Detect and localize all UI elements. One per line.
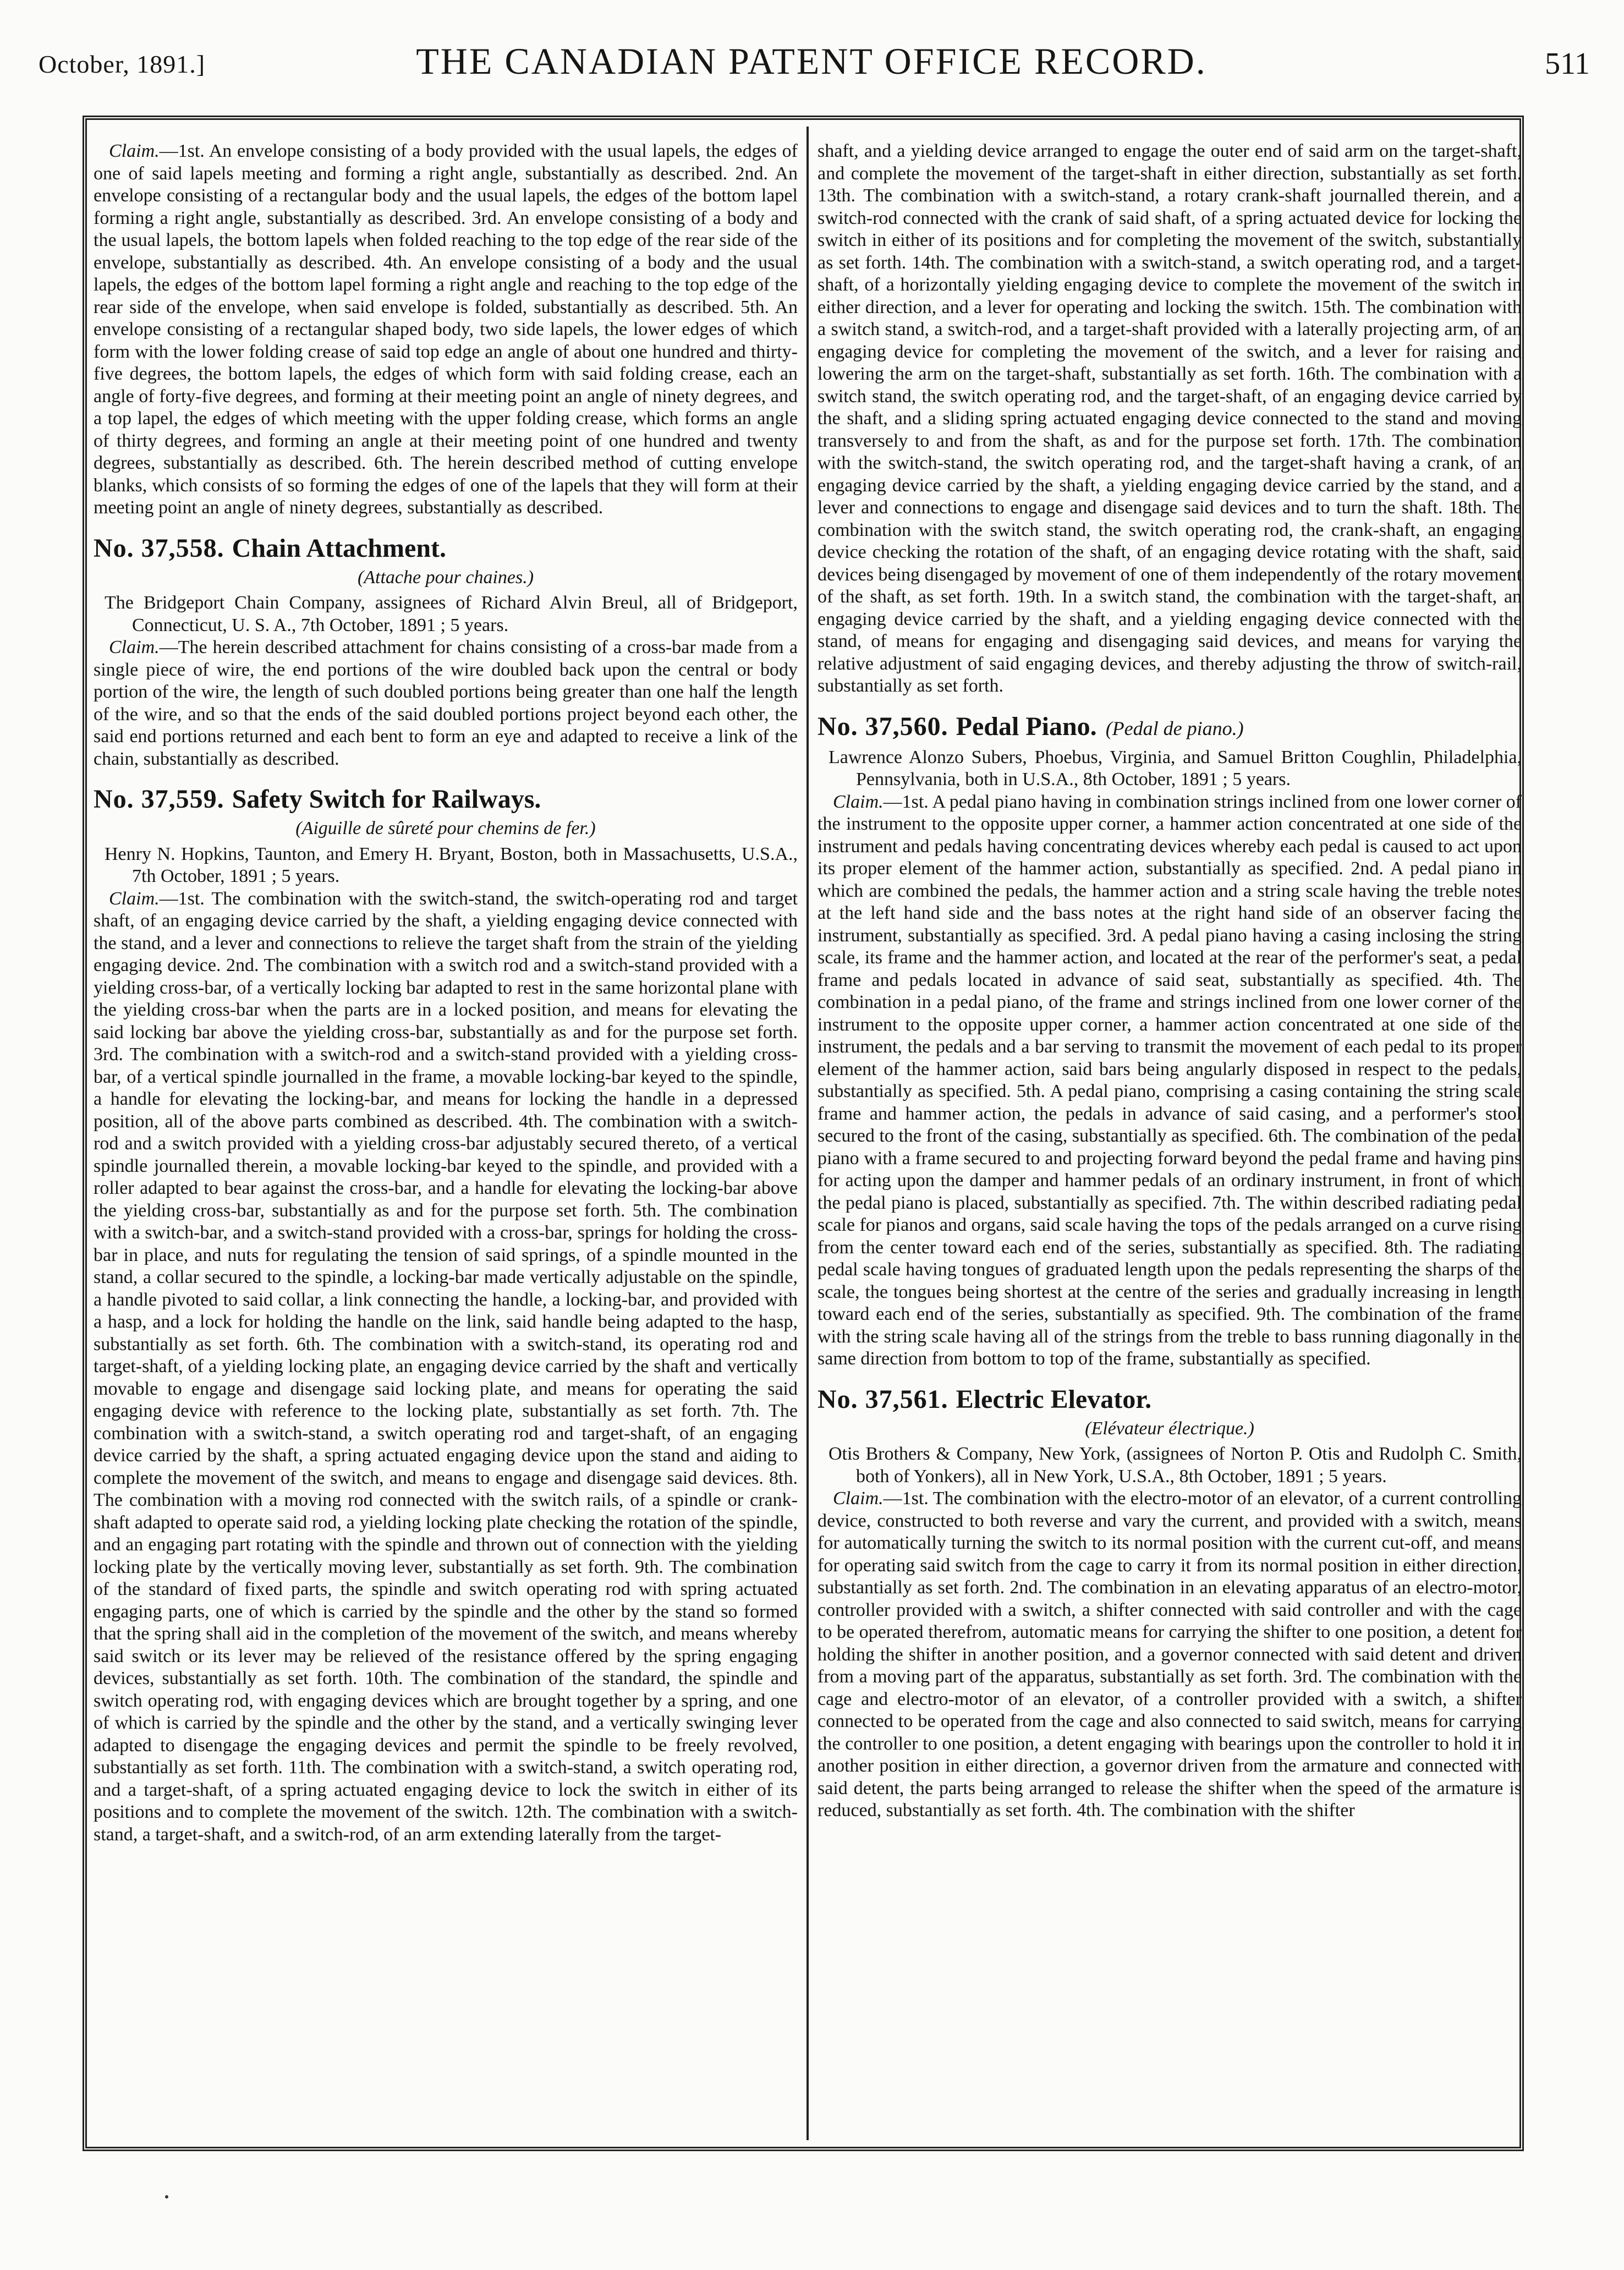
claim-text: —1st. A pedal piano having in combination strings inclined from one lower corner of the instrument to the opposite upper corner, a hammer action concentrated at one side of the instrument and pedals having concentrating devices whereby each pedal is caused to act upon its proper element of the hammer action, substantially as specified. 2nd. A pedal piano in which are combined the pedals, the hammer action and a string scale having the treble notes at the left hand side and the bass notes at the right hand side of an observer facing the instrument, substantially as specified. 3rd. A pedal piano having a casing inclosing the string scale, its frame and the hammer action, and located at the rear of the performer's seat, a pedal frame and pedals located in advance of said seat, substantially as specified. 4th. The combination in a pedal piano, of the frame and strings inclined from one lower corner of the instrument to the opposite upper corner, a hammer action concentrated at one side of the instrument, the pedals and a bar serving to transmit the movement of each pedal to its proper element of the hammer action, said bars being angularly disposed in respect to the pedals, substantially as specified. 5th. A pedal piano, comprising a casing containing the string scale frame and hammer action, the pedals in advance of said casing, and a performer's stool secured to the front of the casing, substantially as specified. 6th. The combination of the pedal piano with a frame secured to and projecting forward beyond the pedal frame and having pins for acting upon the damper and hammer pedals of an ordinary instrument, in front of which the pedal piano is placed, substantially as specified. 7th. The within described radiating pedal scale for pianos and organs, said scale having the tops of the pedals arranged on a curve rising from the center toward each end of the series, substantially as specified. 8th. The radiating pedal scale having tongues of graduated length upon the pedals representing the sharps of the scale, the tongues being shortest at the centre of the series and gradually increasing in length toward each end of the series, substantially as specified. 9th. The combination of the frame with the string scale having all of the strings from the treble to bass running diagonally in the same direction from bottom to top of the frame, substantially as specified. [818,791,1522,1369]
patent-number: No. 37,559. [94,785,224,814]
claim-text: —1st. The combination with the electro-motor of an elevator, of a current controlling device, constructed to both reverse and vary the current, and provided with a switch, means for automatically turning the switch to its normal position with the current cut-off, and means for operating said switch from the cage to carry it from its normal position in either direction, substantially as set forth. 2nd. The combination in an elevating apparatus of an electro-motor, controller provided with a switch, a shifter connected with said controller and with the cage to be operated therefrom, automatic means for carrying the shifter to one position, a detent for holding the shifter in another position, and a governor connected with said detent and driven from a moving part of the apparatus, substantially as set forth. 3rd. The combination with the cage and electro-motor of an elevator, of a controller provided with a switch, a shifter connected to be operated from the cage and also connected to said switch, means for carrying the controller to one position, a detent engaging with bearings upon the controller to hold it in another position in either direction, a governor driven from the armature and connected with said detent, the parts being arranged to release the shifter when the speed of the armature is reduced, substantially as set forth. 4th. The combination with the shifter [818,1488,1522,1821]
claim-paragraph [818,1488,1522,1822]
publication-title: THE CANADIAN PATENT OFFICE RECORD. [416,40,1207,82]
claim-label: Claim. [109,141,160,161]
patent-heading-37559 [94,785,798,814]
claim-text: —1st. An envelope consisting of a body provided with the usual lapels, the edges of one of said lapels meeting and forming a right angle, substantially as described. 2nd. An envelope consisting of a rectangular body and the usual lapels, the edges of the bottom lapel forming a right angle, substantially as described. 3rd. An envelope consisting of a body and the usual lapels, the bottom lapels when folded reaching to the top edge of the rear side of the envelope, substantially as described. 4th. An envelope consisting of a body and the usual lapels, the edges of the bottom lapel forming a right angle and reaching to the top edge of the rear side of the envelope, when said envelope is folded, substantially as described. 5th. An envelope consisting of a rectangular shaped body, two side lapels, the lower edges of which form with the lower folding crease of said top edge an angle of about one hundred and thirty-five degrees, the bottom lapels, the edges of which form with said folding crease, each an angle of forty-five degrees, and forming at their meeting point an angle of ninety degrees, and a top lapel, the edges of which meeting with the upper folding crease, which forms an angle of thirty degrees, and forming an angle at their meeting point of one hundred and twenty degrees, substantially as described. 6th. The herein described method of cutting envelope blanks, which consists of so forming the edges of one of the lapels that they will form at their meeting point an angle of ninety degrees, substantially as described. [94,141,798,518]
patent-title: Electric Elevator. [956,1384,1152,1414]
assignee-line: The Bridgeport Chain Company, assignees of Richard Alvin Breul, all of Bridgeport, Connecticut, U. S. A., 7th October, 1891 ; 5 years. [105,593,798,635]
claim-continued [94,140,798,519]
assignee-line: Otis Brothers & Company, New York, (assignees of Norton P. Otis and Rudolph C. Smith, both of Yonkers), all in New York, U.S.A., 8th October, 1891 ; 5 years. [829,1444,1522,1487]
claim-paragraph [94,888,798,1846]
patent-heading-37558 [94,534,798,563]
issue-date: October, 1891.] [39,50,206,78]
patent-number: No. 37,558. [94,533,224,563]
french-title: (Elévateur électrique.) [1085,1418,1254,1439]
claim-label: Claim. [109,637,160,657]
patent-title: Pedal Piano. [956,711,1097,741]
page-number: 511 [1545,47,1590,81]
french-title: (Attache pour chaines.) [357,567,534,588]
assignee-line: Henry N. Hopkins, Taunton, and Emery H. Bryant, Boston, both in Massachusetts, U.S.A., 7th October, 1891 ; 5 years. [105,843,798,886]
french-title: (Pedal de piano.) [1105,717,1244,739]
page-header [33,34,1590,95]
claim-label: Claim. [833,791,884,812]
right-column [818,140,1522,1822]
print-speck [165,2195,168,2198]
patent-title: Chain Attachment. [232,533,447,563]
column-divider [806,127,809,2140]
patent-number: No. 37,560. [818,711,948,741]
french-title: (Aiguille de sûreté pour chemins de fer.) [295,818,596,838]
patent-number: No. 37,561. [818,1384,948,1414]
assignee-line: Lawrence Alonzo Subers, Phoebus, Virginia, and Samuel Britton Coughlin, Philadelphia, Pennsylvania, both in U.S.A., 8th October, 1891 ; 5 years. [829,747,1522,789]
claim-label: Claim. [833,1488,884,1509]
claim-paragraph [818,791,1522,1370]
claim-text: —The herein described attachment for chains consisting of a cross-bar made from a single piece of wire, the end portions of the wire doubled back upon the central or body portion of the wire, the length of such doubled portions being greater than one half the length of the wire, and so that the ends of the said doubled portions project beyond each other, the said end portions returned and each bent to form an eye and adapted to receive a link of the chain, substantially as described. [94,637,798,769]
patent-heading-37560 [818,712,1522,743]
claim-label: Claim. [109,888,160,909]
claim-text: —1st. The combination with the switch-stand, the switch-operating rod and target shaft, of an engaging device carried by the shaft, a yielding engaging device connected with the stand, and a lever and connections to relieve the target shaft from the strain of the yielding engaging device. 2nd. The combination with a switch rod and a switch-stand provided with a yielding cross-bar, of a vertically locking bar adapted to rest in the same horizontal plane with the yielding cross-bar when the parts are in a locked position, and means for elevating the said locking bar above the yielding cross-bar, substantially as and for the purpose set forth. 3rd. The combination with a switch-rod and a switch-stand provided with a yielding cross-bar, of a vertical spindle journalled in the frame, a movable locking-bar keyed to the spindle, a handle for elevating the locking-bar, and means for locking the handle in a depressed position, all of the above parts combined as described. 4th. The combination with a switch-rod and a switch provided with a yielding cross-bar adjustably secured thereto, of a vertical spindle journalled therein, a movable locking-bar keyed to the spindle, and provided with a roller adapted to bear against the cross-bar, and a handle for elevating the locking-bar above the yielding cross-bar, substantially as and for the purpose set forth. 5th. The combination with a switch-bar, and a switch-stand provided with a cross-bar, springs for holding the cross-bar in place, and nuts for regulating the tension of said springs, of a spindle mounted in the stand, a collar secured to the spindle, a locking-bar made vertically adjustable on the spindle, a handle pivoted to said collar, a link connecting the handle, a locking-bar, and provided with a hasp, and a lock for holding the handle on the link, said handle being adapted to the hasp, substantially as set forth. 6th. The combination with a switch-stand, its operating rod and target-shaft, of a yielding locking plate, an engaging device carried by the shaft and vertically movable to engage and disengage said locking plate, and means for operating the said engaging device with reference to the locking plate, substantially as set forth. 7th. The combination with a switch-stand, a switch operating rod and target-shaft, of an engaging device carried by the shaft, a spring actuated engaging device upon the stand and aiding to complete the movement of the switch, and means to engage and disengage said devices. 8th. The combination with a moving rod connected with the switch rails, of a spindle or crank-shaft adapted to operate said rod, a yielding locking plate checking the rotation of the spindle, and an engaging part rotating with the spindle and thrown out of connection with the yielding locking plate by the vertically moving lever, substantially as set forth. 9th. The combination of the standard of fixed parts, the spindle and switch operating rod with spring actuated engaging parts, one of which is carried by the spindle and the other by the stand so formed that the spring shall aid in the completion of the movement of the switch, and means whereby said switch or its lever may be relieved of the resistance offered by the spring engaging devices, substantially as set forth. 10th. The combination of the standard, the spindle and switch operating rod, with engaging devices which are brought together by a spring, and one of which is carried by the spindle and the other by the stand, and a vertically swinging lever adapted to disengage the engaging devices and permit the spindle to be freely revolved, substantially as set forth. 11th. The combination with a switch-stand, a switch operating rod, and a target-shaft, of a spring actuated engaging device to lock the switch in either of its positions and to complete the movement of the switch. 12th. The combination with a switch-stand, a target-shaft, and a switch-rod, of an arm extending laterally from the target- [94,888,798,1845]
claim-paragraph [94,637,798,770]
claim-continuation: shaft, and a yielding device arranged to engage the outer end of said arm on the target-shaft, and complete the movement of the target-shaft in either direction, substantially as set forth. 13th. The combination with a switch-stand, a rotary crank-shaft journalled therein, and a switch-rod connected with the crank of said shaft, of a spring actuated device for locking the switch in either of its positions and for completing the movement of the switch, substantially as set forth. 14th. The combination with a switch-stand, a switch operating rod, and a target-shaft, of a horizontally yielding engaging device to complete the movement of the switch in either direction, and a lever for operating and locking the switch. 15th. The combination with a switch stand, a switch-rod, and a target-shaft provided with a laterally projecting arm, of an engaging device for completing the movement of the switch, and a lever for raising and lowering the arm on the target-shaft, substantially as set forth. 16th. The combination with a switch stand, the switch operating rod, and the target-shaft, of an engaging device carried by the shaft, and a sliding spring actuated engaging device connected to the stand and moving transversely to and from the shaft, as and for the purpose set forth. 17th. The combination with the switch-stand, the switch operating rod, and the target-shaft having a crank, of an engaging device carried by the shaft, a yielding engaging device carried by the stand, and a lever and connections to engage and disengage said devices and to turn the shaft. 18th. The combination with the switch stand, the switch operating rod, the crank-shaft, an engaging device checking the rotation of the shaft, of an engaging device rotating with the shaft, said devices being disengaged by movement of one of them independently of the rotary movement of the shaft, as set forth. 19th. In a switch stand, the combination with the target-shaft, an engaging device carried by the shaft, and a yielding engaging device connected with the stand, of means for engaging and disengaging said devices, and means for varying the relative adjustment of said engaging devices, and thereby adjusting the throw of switch-rail, substantially as set forth. [818,141,1522,696]
patent-title: Safety Switch for Railways. [232,785,541,814]
patent-heading-37561 [818,1385,1522,1414]
left-column [94,140,798,1846]
